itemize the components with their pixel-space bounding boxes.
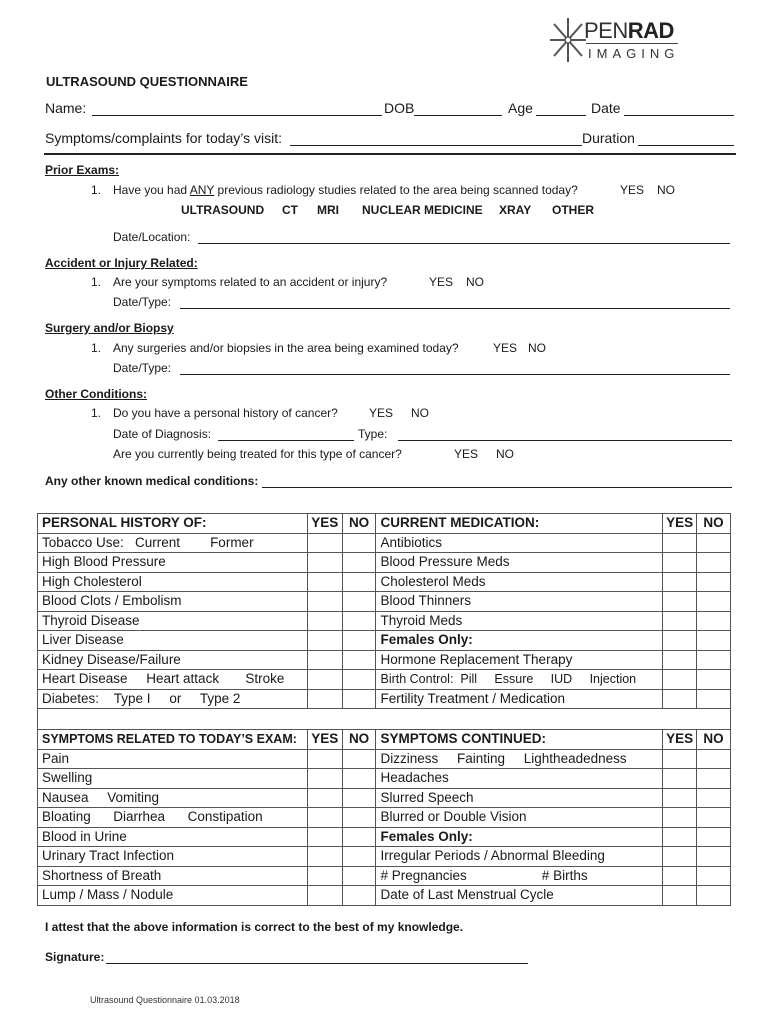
footer-version: Ultrasound Questionnaire 01.03.2018 <box>90 995 240 1005</box>
medication-item: Thyroid Meds <box>376 611 663 631</box>
symptom-item: Blood in Urine <box>38 827 308 847</box>
history-item: Diabetes: Type I or Type 2 <box>38 689 308 709</box>
penrad-logo <box>548 16 678 66</box>
modality-xray[interactable]: XRAY <box>499 203 532 217</box>
medication-item: Blood Pressure Meds <box>376 553 663 573</box>
yes-cell[interactable] <box>663 788 697 808</box>
symptom-item: # Pregnancies # Births <box>376 866 663 886</box>
table-header-row <box>38 730 731 750</box>
yes-cell[interactable] <box>663 769 697 789</box>
accident-date-type-label: Date/Type: <box>113 295 172 309</box>
medication-item: Hormone Replacement Therapy <box>376 650 663 670</box>
no-cell[interactable] <box>697 808 731 828</box>
yes-cell[interactable] <box>307 572 342 592</box>
symptom-item: Urinary Tract Infection <box>38 847 308 867</box>
table-row <box>38 749 731 769</box>
yes-cell[interactable] <box>663 631 697 651</box>
no-cell[interactable] <box>697 788 731 808</box>
history-item: Liver Disease <box>38 631 308 651</box>
yes-cell[interactable] <box>307 689 342 709</box>
accident-yes[interactable]: YES <box>429 275 454 289</box>
no-cell[interactable] <box>697 572 731 592</box>
history-item: Thyroid Disease <box>38 611 308 631</box>
yes-cell[interactable] <box>663 749 697 769</box>
yes-cell[interactable] <box>663 553 697 573</box>
treated-no[interactable]: NO <box>496 447 514 461</box>
symptoms-exam-header: SYMPTOMS RELATED TO TODAY’S EXAM: <box>38 730 308 750</box>
history-item: High Blood Pressure <box>38 553 308 573</box>
modality-other[interactable]: OTHER <box>552 203 594 217</box>
table-header-row <box>38 514 731 534</box>
prior-exams-question: Have you had ANY previous radiology studies related to the area being scanned today? <box>113 183 578 197</box>
dob-label: DOB <box>384 100 415 116</box>
no-cell[interactable] <box>342 533 376 553</box>
no-cell[interactable] <box>342 689 376 709</box>
table-row <box>38 650 731 670</box>
table-row <box>38 631 731 651</box>
accident-num: 1. <box>91 275 102 289</box>
no-cell[interactable] <box>697 689 731 709</box>
yes-cell[interactable] <box>663 592 697 612</box>
yes-cell[interactable] <box>307 650 342 670</box>
yes-cell[interactable] <box>307 592 342 612</box>
modality-ultrasound[interactable]: ULTRASOUND <box>181 203 265 217</box>
symptom-item: Bloating Diarrhea Constipation <box>38 808 308 828</box>
cancer-no[interactable]: NO <box>411 406 429 420</box>
yes-cell[interactable] <box>663 670 697 690</box>
symptom-item: Pain <box>38 749 308 769</box>
no-cell[interactable] <box>342 866 376 886</box>
no-cell[interactable] <box>697 670 731 690</box>
dob-field[interactable] <box>414 115 502 116</box>
no-cell[interactable] <box>697 553 731 573</box>
yes-cell[interactable] <box>307 866 342 886</box>
symptom-item: Swelling <box>38 769 308 789</box>
yes-cell[interactable] <box>307 611 342 631</box>
yes-cell[interactable] <box>307 769 342 789</box>
table-row <box>38 827 731 847</box>
symptom-item: Blurred or Double Vision <box>376 808 663 828</box>
no-cell[interactable] <box>342 749 376 769</box>
no-cell[interactable] <box>342 553 376 573</box>
history-item: Kidney Disease/Failure <box>38 650 308 670</box>
cancer-question: Do you have a personal history of cancer? <box>113 406 338 420</box>
surgery-date-type-label: Date/Type: <box>113 361 172 375</box>
modality-mri[interactable]: MRI <box>317 203 339 217</box>
no-cell[interactable] <box>697 866 731 886</box>
diagnosis-date-label: Date of Diagnosis: <box>113 427 212 441</box>
yes-cell[interactable] <box>663 847 697 867</box>
no-cell[interactable] <box>697 886 731 906</box>
symptoms-field[interactable] <box>290 145 582 146</box>
symptom-item: Irregular Periods / Abnormal Bleeding <box>376 847 663 867</box>
table-row <box>38 572 731 592</box>
no-cell[interactable] <box>342 572 376 592</box>
prior-exams-num: 1. <box>91 183 102 197</box>
yes-cell[interactable] <box>663 572 697 592</box>
current-medication-header: CURRENT MEDICATION: <box>376 514 663 534</box>
date-label: Date <box>591 100 621 116</box>
yes-cell[interactable] <box>663 611 697 631</box>
surgery-heading: Surgery and/or Biopsy <box>45 321 174 335</box>
no-cell[interactable] <box>342 611 376 631</box>
yes-cell[interactable] <box>663 689 697 709</box>
table-row <box>38 788 731 808</box>
duration-field[interactable] <box>638 145 734 146</box>
history-item: Blood Clots / Embolism <box>38 592 308 612</box>
cancer-type-label: Type: <box>358 427 388 441</box>
table-row <box>38 553 731 573</box>
symptom-item: Nausea Vomiting <box>38 788 308 808</box>
history-item: High Cholesterol <box>38 572 308 592</box>
surgery-num: 1. <box>91 341 102 355</box>
yes-cell[interactable] <box>307 670 342 690</box>
no-cell[interactable] <box>697 611 731 631</box>
symptoms-label: Symptoms/complaints for today’s visit: <box>45 130 283 146</box>
date-location-field[interactable] <box>198 243 730 244</box>
treated-yes[interactable]: YES <box>454 447 479 461</box>
other-medical-label: Any other known medical conditions: <box>45 474 259 488</box>
no-cell[interactable] <box>697 650 731 670</box>
prior-exams-yes[interactable]: YES <box>620 183 645 197</box>
no-cell[interactable] <box>342 631 376 651</box>
no-cell[interactable] <box>342 788 376 808</box>
prior-exams-no[interactable]: NO <box>657 183 675 197</box>
table-row <box>38 769 731 789</box>
other-conditions-heading: Other Conditions: <box>45 387 147 401</box>
page-title: ULTRASOUND QUESTIONNAIRE <box>46 74 248 89</box>
yes-cell[interactable] <box>307 886 342 906</box>
no-cell[interactable] <box>342 650 376 670</box>
prior-exams-heading: Prior Exams: <box>45 163 120 177</box>
table-row <box>38 847 731 867</box>
modality-ct[interactable]: CT <box>282 203 298 217</box>
logo-wordmark: PENRAD <box>584 18 674 43</box>
age-field[interactable] <box>536 115 586 116</box>
name-field[interactable] <box>92 115 382 116</box>
no-cell[interactable] <box>697 769 731 789</box>
no-cell[interactable] <box>697 749 731 769</box>
no-cell[interactable] <box>697 827 731 847</box>
symptom-item: Dizziness Fainting Lightheadedness <box>376 749 663 769</box>
yes-cell[interactable] <box>663 533 697 553</box>
no-cell[interactable] <box>697 592 731 612</box>
date-location-label: Date/Location: <box>113 230 191 244</box>
table-spacer-row <box>38 709 731 730</box>
table-row <box>38 886 731 906</box>
table-row <box>38 592 731 612</box>
no-cell[interactable] <box>342 769 376 789</box>
no-cell[interactable] <box>342 847 376 867</box>
symptom-item: Shortness of Breath <box>38 866 308 886</box>
duration-label: Duration <box>582 130 635 146</box>
no-header: NO <box>342 514 376 534</box>
symptom-item: Headaches <box>376 769 663 789</box>
table-row <box>38 533 731 553</box>
history-item: Heart Disease Heart attack Stroke <box>38 670 308 690</box>
history-medication-table <box>37 513 731 906</box>
no-cell[interactable] <box>342 886 376 906</box>
personal-history-header: PERSONAL HISTORY OF: <box>38 514 308 534</box>
symptom-item: Lump / Mass / Nodule <box>38 886 308 906</box>
symptom-item: Date of Last Menstrual Cycle <box>376 886 663 906</box>
yes-header: YES <box>307 730 342 750</box>
yes-cell[interactable] <box>663 827 697 847</box>
no-cell[interactable] <box>342 808 376 828</box>
surgery-date-type-field[interactable] <box>180 374 730 375</box>
symptoms-continued-header: SYMPTOMS CONTINUED: <box>376 730 663 750</box>
header-divider <box>44 153 736 155</box>
yes-cell[interactable] <box>307 827 342 847</box>
medication-item: Cholesterol Meds <box>376 572 663 592</box>
accident-date-type-field[interactable] <box>180 308 730 309</box>
medication-item: Fertility Treatment / Medication <box>376 689 663 709</box>
yes-cell[interactable] <box>663 650 697 670</box>
yes-header: YES <box>307 514 342 534</box>
modality-nuclear-medicine[interactable]: NUCLEAR MEDICINE <box>362 203 483 217</box>
yes-header: YES <box>663 730 697 750</box>
signature-field[interactable] <box>106 963 528 964</box>
table-row <box>38 689 731 709</box>
yes-cell[interactable] <box>307 749 342 769</box>
no-cell[interactable] <box>342 670 376 690</box>
females-only-label: Females Only: <box>376 631 663 651</box>
name-label: Name: <box>45 100 87 116</box>
symptom-item: Slurred Speech <box>376 788 663 808</box>
cancer-type-field[interactable] <box>398 440 732 441</box>
yes-cell[interactable] <box>663 808 697 828</box>
diagnosis-date-field[interactable] <box>218 440 354 441</box>
no-cell[interactable] <box>697 533 731 553</box>
cancer-yes[interactable]: YES <box>369 406 394 420</box>
table-row <box>38 670 731 690</box>
accident-question: Are your symptoms related to an accident or injury? <box>113 275 388 289</box>
other-medical-field[interactable] <box>262 487 732 488</box>
age-label: Age <box>508 100 533 116</box>
females-only-label: Females Only: <box>376 827 663 847</box>
date-field[interactable] <box>624 115 734 116</box>
surgery-no[interactable]: NO <box>528 341 546 355</box>
yes-cell[interactable] <box>307 631 342 651</box>
yes-cell[interactable] <box>663 866 697 886</box>
attestation-text: I attest that the above information is correct to the best of my knowledge. <box>45 920 464 934</box>
medication-item: Birth Control: Pill Essure IUD Injection <box>376 670 663 690</box>
surgery-question: Any surgeries and/or biopsies in the area being examined today? <box>113 341 459 355</box>
surgery-yes[interactable]: YES <box>493 341 518 355</box>
accident-heading: Accident or Injury Related: <box>45 256 198 270</box>
yes-cell[interactable] <box>663 886 697 906</box>
table-row <box>38 866 731 886</box>
medication-item: Blood Thinners <box>376 592 663 612</box>
accident-no[interactable]: NO <box>466 275 484 289</box>
yes-cell[interactable] <box>307 788 342 808</box>
yes-cell[interactable] <box>307 808 342 828</box>
no-cell[interactable] <box>697 631 731 651</box>
starburst-icon <box>548 16 588 64</box>
no-cell[interactable] <box>342 827 376 847</box>
no-header: NO <box>697 514 731 534</box>
logo-subtitle: IMAGING <box>588 46 680 61</box>
other-conditions-num: 1. <box>91 406 102 420</box>
medication-item: Antibiotics <box>376 533 663 553</box>
table-row <box>38 611 731 631</box>
yes-header: YES <box>663 514 697 534</box>
yes-cell[interactable] <box>307 533 342 553</box>
treated-question: Are you currently being treated for this type of cancer? <box>113 447 402 461</box>
no-header: NO <box>342 730 376 750</box>
table-row <box>38 808 731 828</box>
signature-label: Signature: <box>45 950 105 964</box>
no-cell[interactable] <box>697 847 731 867</box>
no-cell[interactable] <box>342 592 376 612</box>
yes-cell[interactable] <box>307 553 342 573</box>
no-header: NO <box>697 730 731 750</box>
history-item: Tobacco Use: Current Former <box>38 533 308 553</box>
yes-cell[interactable] <box>307 847 342 867</box>
